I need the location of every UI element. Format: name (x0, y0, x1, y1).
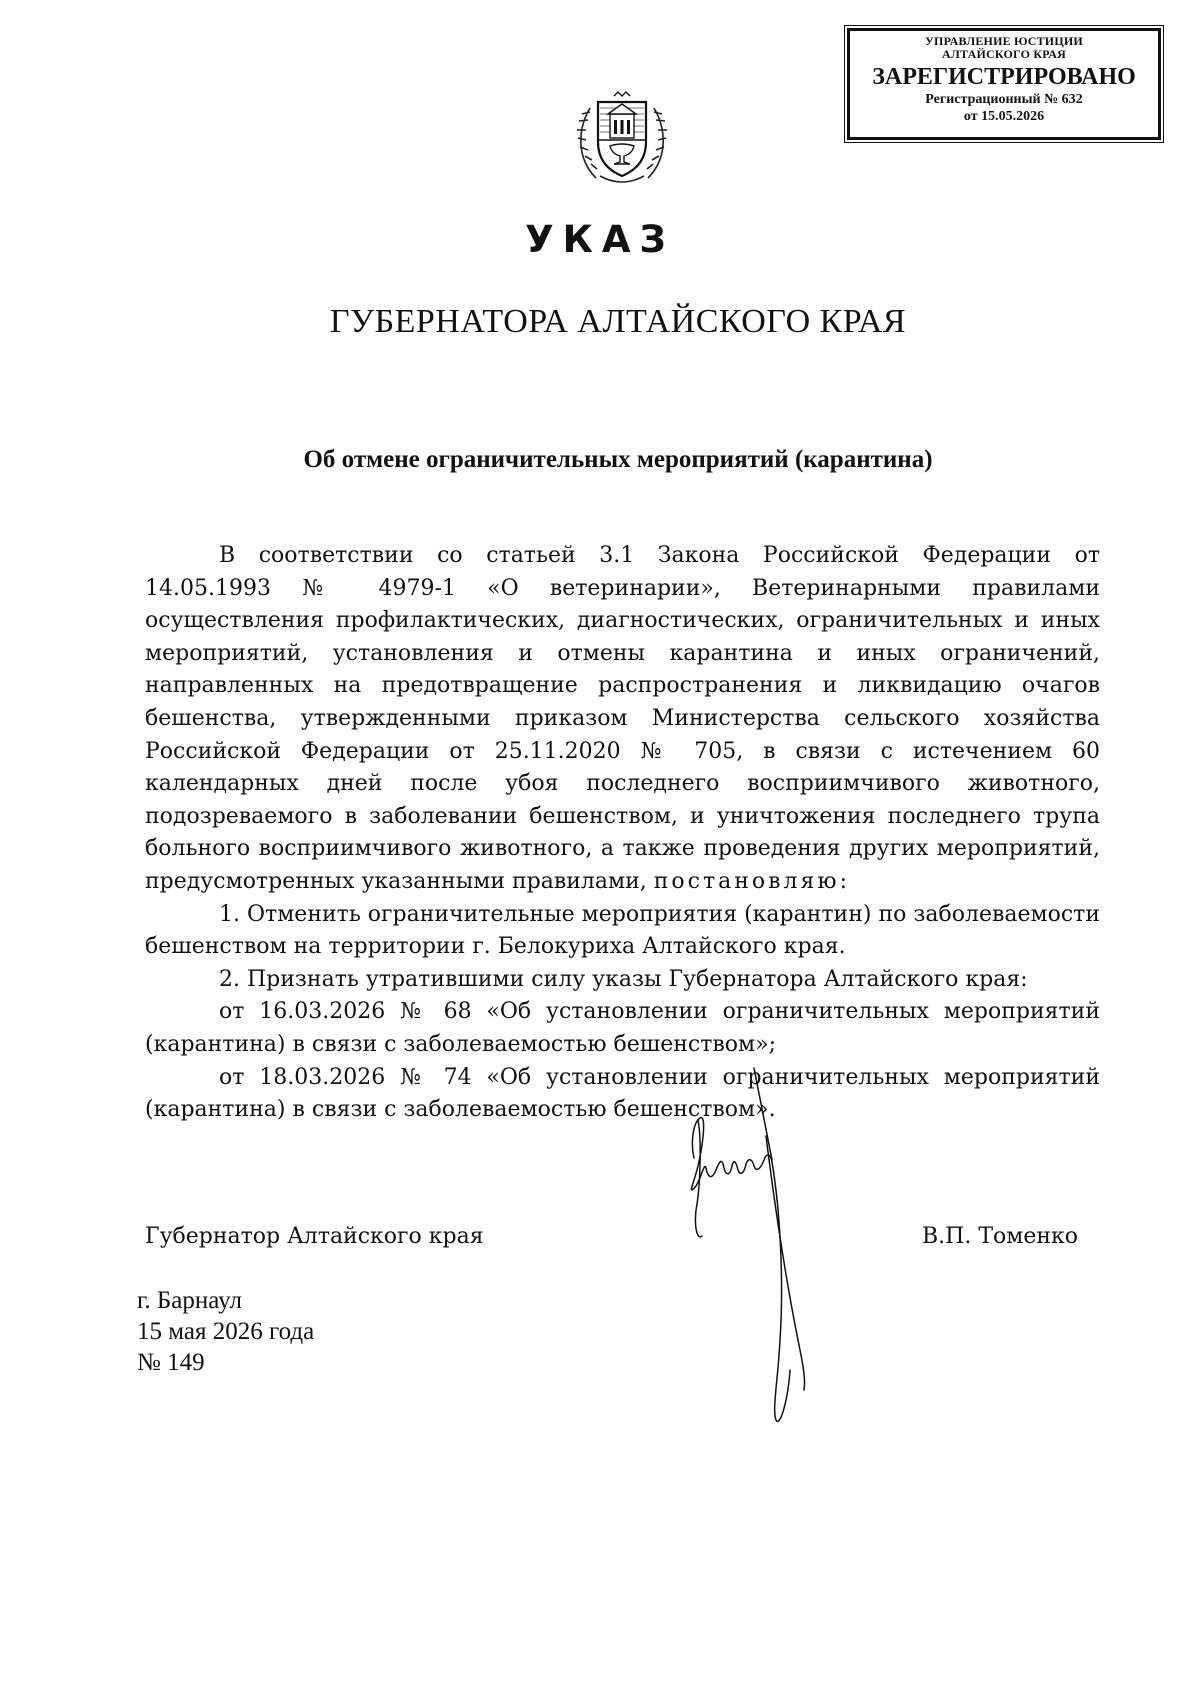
signer-name: В.П. Томенко (922, 1224, 1079, 1249)
altai-krai-coat-of-arms-icon (566, 80, 678, 192)
handwritten-signature (680, 1040, 910, 1440)
document-type: УКАЗ (525, 218, 675, 261)
item-2-a: от 16.03.2026 № 68 «Об установлении ограничительных мероприятий (карантина) в связи с заболеваемостью бешенством»; (145, 999, 1100, 1057)
document-issuer: ГУБЕРНАТОРА АЛТАЙСКОГО КРАЯ (329, 303, 907, 340)
stamp-registration-number: Регистрационный № 632 (925, 92, 1083, 107)
preamble-paragraph (145, 540, 1100, 899)
item-2: 2. Признать утратившими силу указы Губернатора Алтайского края: (219, 966, 1028, 992)
stamp-organization: УПРАВЛЕНИЕ ЮСТИЦИИ АЛТАЙСКОГО КРАЯ (925, 34, 1083, 61)
item-1: 1. Отменить ограничительные мероприятия (карантин) по заболеваемости бешенством на территории г. Белокуриха Алтайского края. (145, 901, 1100, 960)
document-body (145, 540, 1100, 1127)
registration-stamp (847, 28, 1161, 140)
stamp-registration-date: от 15.05.2026 (963, 109, 1045, 124)
decree-number: № 149 (137, 1349, 205, 1376)
document-footer (137, 1285, 314, 1378)
decree-word: постановляю: (653, 868, 850, 894)
issue-city: г. Барнаул (137, 1287, 242, 1314)
document-title: Об отмене ограничительных мероприятий (карантина) (303, 446, 933, 473)
preamble-text: В соответствии со статьей 3.1 Закона Российской Федерации от 14.05.1993 № 4979-1 «О ветеринарии», Ветеринарными правилами осуществления профилактических, диагностических, ограничительных и иных мероприятий, установления и отмены карантина и иных ограничений, направленных на предотвращение распространения и ликвидацию очагов бешенства, утвержденными приказом Министерства сельского хозяйства Российской Федерации от 25.11.2020 № 705, в связи с истечением 60 календарных дней после убоя последнего восприимчивого животного, подозреваемого в заболевании бешенством, и уничтожения последнего трупа больного восприимчивого животного, а также проведения других мероприятий, предусмотренных указанными правилами, (145, 543, 1100, 894)
item-2-b: от 18.03.2026 № 74 «Об установлении ограничительных мероприятий (карантина) в связи с заболеваемостью бешенством». (145, 1064, 1100, 1123)
stamp-status: ЗАРЕГИСТРИРОВАНО (872, 64, 1136, 90)
signer-position: Губернатор Алтайского края (145, 1224, 484, 1249)
issue-date: 15 мая 2026 года (137, 1318, 315, 1345)
